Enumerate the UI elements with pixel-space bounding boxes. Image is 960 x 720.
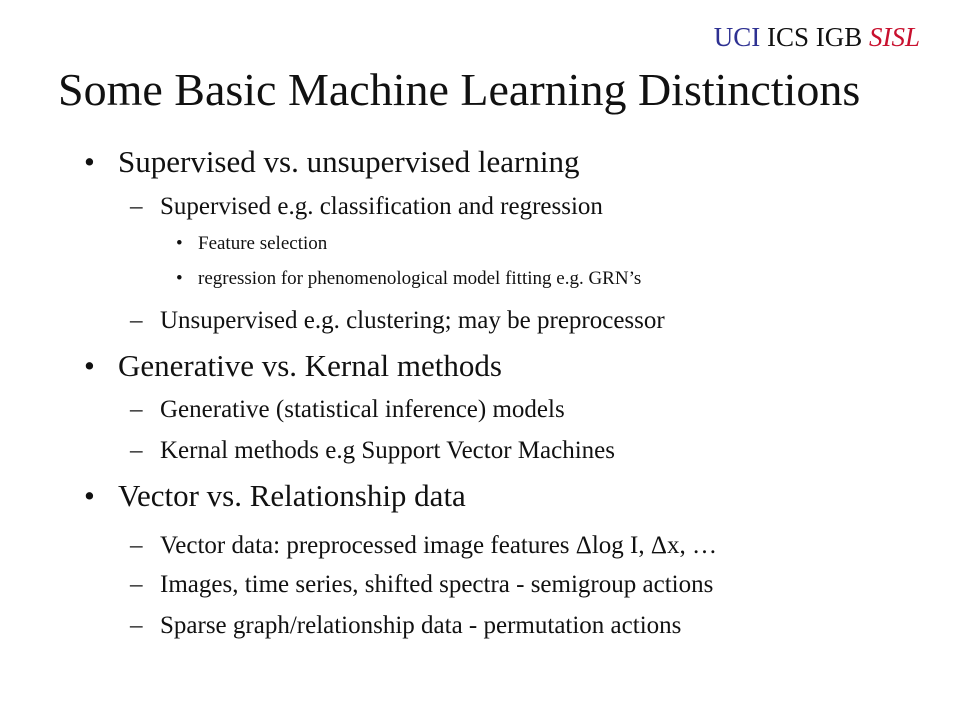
bullet-text: Generative vs. Kernal methods xyxy=(118,348,502,383)
org-ics: ICS xyxy=(766,22,809,52)
org-uci: UCI xyxy=(713,22,761,52)
sub-bullet-text: Unsupervised e.g. clustering; may be preprocessor xyxy=(160,307,665,334)
dash-glyph: – xyxy=(130,193,143,220)
sub-bullet-text: Supervised e.g. classification and regression xyxy=(160,193,603,220)
sub-sub-bullet-text: Feature selection xyxy=(198,233,328,254)
dash-glyph: – xyxy=(130,307,143,334)
sub-bullet-text: Sparse graph/relationship data - permutation actions xyxy=(160,612,682,639)
sub-bullet-text: Vector data: preprocessed image features Δlog I, Δx, … xyxy=(160,532,717,559)
bullet-glyph: • xyxy=(176,233,183,254)
dash-glyph: – xyxy=(130,612,143,639)
bullet-glyph: • xyxy=(84,348,95,383)
bullet-text: Supervised vs. unsupervised learning xyxy=(118,144,580,179)
dash-glyph: – xyxy=(130,571,143,598)
bullet-glyph: • xyxy=(84,144,95,179)
sub-bullet-text: Images, time series, shifted spectra - semigroup actions xyxy=(160,571,714,598)
dash-glyph: – xyxy=(130,532,143,559)
bullet-glyph: • xyxy=(84,478,95,513)
org-header xyxy=(714,24,920,51)
org-sisl: SISL xyxy=(868,22,920,52)
sub-bullet-text: Generative (statistical inference) models xyxy=(160,396,565,423)
bullet-glyph: • xyxy=(176,268,183,289)
dash-glyph: – xyxy=(130,396,143,423)
sub-bullet-text: Kernal methods e.g Support Vector Machines xyxy=(160,437,615,464)
slide-title: Some Basic Machine Learning Distinctions xyxy=(58,64,861,115)
org-igb: IGB xyxy=(815,22,863,52)
sub-sub-bullet-text: regression for phenomenological model fitting e.g. GRN’s xyxy=(198,268,642,289)
bullet-text: Vector vs. Relationship data xyxy=(118,478,466,513)
dash-glyph: – xyxy=(130,437,143,464)
